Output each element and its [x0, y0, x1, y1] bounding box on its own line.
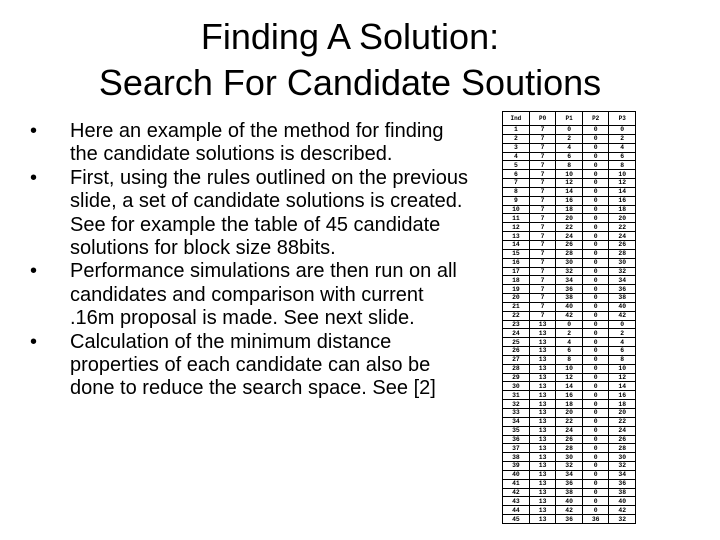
cell-p3: 38 [609, 488, 636, 497]
cell-p1: 32 [556, 462, 583, 471]
title-line-2: Search For Candidate Soutions [98, 62, 602, 103]
cell-p2: 36 [582, 515, 609, 524]
cell-ind: 14 [503, 240, 530, 249]
cell-p0: 7 [529, 267, 556, 276]
cell-ind: 3 [503, 143, 530, 152]
cell-p1: 22 [556, 417, 583, 426]
cell-p1: 42 [556, 311, 583, 320]
cell-p0: 13 [529, 426, 556, 435]
bullet-text: First, using the rules outlined on the previous slide, a set of candidate solutions is created. See for example the table of 45 candidate solutions for block size 88bits. [70, 166, 468, 260]
cell-p3: 36 [609, 285, 636, 294]
cell-ind: 23 [503, 320, 530, 329]
cell-p0: 7 [529, 249, 556, 258]
cell-p2: 0 [582, 285, 609, 294]
cell-ind: 13 [503, 232, 530, 241]
cell-p0: 7 [529, 196, 556, 205]
cell-p0: 13 [529, 453, 556, 462]
cell-p2: 0 [582, 479, 609, 488]
cell-p1: 0 [556, 320, 583, 329]
table-row [503, 258, 636, 267]
table-row [503, 479, 636, 488]
cell-p2: 0 [582, 453, 609, 462]
cell-p3: 2 [609, 329, 636, 338]
cell-p2: 0 [582, 426, 609, 435]
cell-p0: 13 [529, 400, 556, 409]
cell-p0: 7 [529, 152, 556, 161]
cell-ind: 20 [503, 294, 530, 303]
cell-p2: 0 [582, 311, 609, 320]
cell-p0: 7 [529, 134, 556, 143]
cell-p3: 30 [609, 453, 636, 462]
cell-p2: 0 [582, 302, 609, 311]
cell-p0: 13 [529, 515, 556, 524]
cell-ind: 43 [503, 497, 530, 506]
bullet-text: Performance simulations are then run on all candidates and comparison with current .16m proposal is made. See next slide. [70, 260, 457, 330]
cell-p2: 0 [582, 276, 609, 285]
table-row [503, 506, 636, 515]
cell-ind: 38 [503, 453, 530, 462]
table-row [503, 426, 636, 435]
cell-p1: 18 [556, 205, 583, 214]
cell-ind: 8 [503, 187, 530, 196]
cell-p1: 40 [556, 497, 583, 506]
cell-p1: 42 [556, 506, 583, 515]
table-row [503, 205, 636, 214]
cell-p1: 24 [556, 426, 583, 435]
cell-p3: 6 [609, 152, 636, 161]
cell-ind: 34 [503, 417, 530, 426]
cell-ind: 22 [503, 311, 530, 320]
table-row [503, 267, 636, 276]
cell-p1: 30 [556, 453, 583, 462]
cell-p1: 32 [556, 267, 583, 276]
cell-p3: 0 [609, 126, 636, 135]
cell-p0: 13 [529, 470, 556, 479]
table-row [503, 302, 636, 311]
table-row [503, 196, 636, 205]
cell-p3: 26 [609, 240, 636, 249]
cell-p3: 16 [609, 196, 636, 205]
cell-p1: 0 [556, 126, 583, 135]
cell-p0: 7 [529, 161, 556, 170]
cell-p0: 13 [529, 444, 556, 453]
cell-p1: 12 [556, 179, 583, 188]
cell-p2: 0 [582, 196, 609, 205]
table-row [503, 497, 636, 506]
table-body [503, 126, 636, 524]
cell-p3: 32 [609, 267, 636, 276]
cell-p1: 38 [556, 488, 583, 497]
bullet-item [30, 331, 470, 401]
cell-p1: 16 [556, 391, 583, 400]
cell-p2: 0 [582, 391, 609, 400]
table-row [503, 435, 636, 444]
cell-p3: 34 [609, 276, 636, 285]
cell-p3: 30 [609, 258, 636, 267]
cell-p2: 0 [582, 347, 609, 356]
cell-p0: 7 [529, 240, 556, 249]
cell-p0: 13 [529, 373, 556, 382]
cell-p2: 0 [582, 179, 609, 188]
cell-p3: 16 [609, 391, 636, 400]
cell-p0: 7 [529, 302, 556, 311]
cell-ind: 28 [503, 364, 530, 373]
cell-p2: 0 [582, 364, 609, 373]
cell-p2: 0 [582, 214, 609, 223]
cell-ind: 44 [503, 506, 530, 515]
cell-p3: 8 [609, 161, 636, 170]
cell-p2: 0 [582, 488, 609, 497]
cell-p1: 8 [556, 355, 583, 364]
cell-ind: 42 [503, 488, 530, 497]
cell-p3: 0 [609, 320, 636, 329]
cell-p0: 7 [529, 143, 556, 152]
cell-ind: 35 [503, 426, 530, 435]
table-row [503, 187, 636, 196]
cell-p1: 36 [556, 515, 583, 524]
bullet-list [30, 120, 470, 401]
cell-p3: 12 [609, 179, 636, 188]
cell-p1: 12 [556, 373, 583, 382]
cell-p0: 7 [529, 223, 556, 232]
cell-p0: 13 [529, 479, 556, 488]
cell-p3: 24 [609, 232, 636, 241]
cell-p1: 20 [556, 409, 583, 418]
cell-p1: 22 [556, 223, 583, 232]
cell-p2: 0 [582, 506, 609, 515]
cell-p0: 7 [529, 179, 556, 188]
cell-ind: 18 [503, 276, 530, 285]
cell-p2: 0 [582, 409, 609, 418]
cell-p2: 0 [582, 462, 609, 471]
cell-p3: 18 [609, 400, 636, 409]
cell-p3: 34 [609, 470, 636, 479]
header-p3: P3 [609, 112, 636, 126]
cell-p1: 40 [556, 302, 583, 311]
cell-p1: 10 [556, 170, 583, 179]
table-row [503, 382, 636, 391]
cell-p0: 7 [529, 232, 556, 241]
cell-p0: 13 [529, 435, 556, 444]
cell-p1: 26 [556, 435, 583, 444]
table-row [503, 373, 636, 382]
table-row [503, 400, 636, 409]
cell-p1: 2 [556, 134, 583, 143]
table-row [503, 409, 636, 418]
cell-p3: 22 [609, 223, 636, 232]
cell-p2: 0 [582, 373, 609, 382]
table-row [503, 329, 636, 338]
cell-p2: 0 [582, 126, 609, 135]
cell-p0: 13 [529, 364, 556, 373]
cell-p1: 36 [556, 479, 583, 488]
cell-p1: 14 [556, 187, 583, 196]
table-header-row [503, 112, 636, 126]
cell-p2: 0 [582, 355, 609, 364]
cell-p0: 13 [529, 347, 556, 356]
table-row [503, 364, 636, 373]
table-row [503, 214, 636, 223]
cell-p2: 0 [582, 400, 609, 409]
cell-ind: 12 [503, 223, 530, 232]
cell-p1: 28 [556, 444, 583, 453]
cell-ind: 36 [503, 435, 530, 444]
cell-p3: 14 [609, 187, 636, 196]
cell-p1: 26 [556, 240, 583, 249]
cell-p0: 7 [529, 276, 556, 285]
cell-p3: 20 [609, 214, 636, 223]
cell-p3: 40 [609, 497, 636, 506]
cell-p0: 13 [529, 382, 556, 391]
cell-p1: 38 [556, 294, 583, 303]
cell-p0: 7 [529, 187, 556, 196]
cell-p2: 0 [582, 143, 609, 152]
bullet-text: Here an example of the method for finding the candidate solutions is described. [70, 120, 444, 166]
cell-p3: 22 [609, 417, 636, 426]
table-row [503, 462, 636, 471]
cell-p3: 24 [609, 426, 636, 435]
bullet-text: Calculation of the minimum distance properties of each candidate can also be done to reduce the search space. See [2] [70, 330, 436, 400]
cell-p2: 0 [582, 470, 609, 479]
cell-p0: 13 [529, 355, 556, 364]
header-p1: P1 [556, 112, 583, 126]
cell-ind: 21 [503, 302, 530, 311]
cell-p1: 4 [556, 338, 583, 347]
cell-p2: 0 [582, 134, 609, 143]
cell-p1: 36 [556, 285, 583, 294]
bullet-dot: • [30, 260, 38, 283]
cell-ind: 11 [503, 214, 530, 223]
cell-ind: 31 [503, 391, 530, 400]
table-row [503, 453, 636, 462]
cell-ind: 16 [503, 258, 530, 267]
table-row [503, 355, 636, 364]
table-row [503, 294, 636, 303]
cell-ind: 33 [503, 409, 530, 418]
cell-ind: 7 [503, 179, 530, 188]
cell-p0: 7 [529, 311, 556, 320]
table-row [503, 161, 636, 170]
cell-ind: 19 [503, 285, 530, 294]
table-row [503, 338, 636, 347]
cell-p2: 0 [582, 258, 609, 267]
cell-p2: 0 [582, 240, 609, 249]
cell-ind: 26 [503, 347, 530, 356]
table-row [503, 347, 636, 356]
cell-p0: 13 [529, 391, 556, 400]
cell-p1: 18 [556, 400, 583, 409]
cell-p1: 10 [556, 364, 583, 373]
cell-p1: 6 [556, 152, 583, 161]
table-row [503, 320, 636, 329]
cell-p1: 4 [556, 143, 583, 152]
table-row [503, 285, 636, 294]
cell-p3: 28 [609, 444, 636, 453]
cell-ind: 17 [503, 267, 530, 276]
cell-p1: 24 [556, 232, 583, 241]
cell-p2: 0 [582, 444, 609, 453]
cell-p3: 36 [609, 479, 636, 488]
cell-p3: 4 [609, 143, 636, 152]
table-row [503, 232, 636, 241]
cell-ind: 41 [503, 479, 530, 488]
cell-ind: 39 [503, 462, 530, 471]
table-row [503, 240, 636, 249]
cell-p3: 42 [609, 506, 636, 515]
cell-p3: 32 [609, 462, 636, 471]
table-row [503, 126, 636, 135]
cell-ind: 24 [503, 329, 530, 338]
cell-p3: 12 [609, 373, 636, 382]
cell-p1: 34 [556, 470, 583, 479]
table-row [503, 470, 636, 479]
cell-p2: 0 [582, 170, 609, 179]
cell-ind: 25 [503, 338, 530, 347]
cell-p2: 0 [582, 161, 609, 170]
cell-p0: 7 [529, 214, 556, 223]
cell-p3: 38 [609, 294, 636, 303]
cell-p3: 10 [609, 170, 636, 179]
cell-p0: 13 [529, 320, 556, 329]
cell-p3: 28 [609, 249, 636, 258]
cell-p0: 7 [529, 294, 556, 303]
cell-p0: 13 [529, 488, 556, 497]
table-row [503, 444, 636, 453]
cell-p0: 7 [529, 258, 556, 267]
bullet-dot: • [30, 166, 38, 189]
cell-p2: 0 [582, 187, 609, 196]
cell-p2: 0 [582, 249, 609, 258]
candidate-table-container [502, 111, 636, 534]
cell-ind: 37 [503, 444, 530, 453]
cell-ind: 5 [503, 161, 530, 170]
cell-p2: 0 [582, 205, 609, 214]
cell-p1: 20 [556, 214, 583, 223]
bullet-item [30, 260, 470, 330]
cell-p1: 14 [556, 382, 583, 391]
cell-p0: 7 [529, 170, 556, 179]
cell-p2: 0 [582, 294, 609, 303]
table-row [503, 417, 636, 426]
header-p0: P0 [529, 112, 556, 126]
cell-p3: 18 [609, 205, 636, 214]
table-row [503, 311, 636, 320]
table-row [503, 152, 636, 161]
table-row [503, 515, 636, 524]
cell-p2: 0 [582, 497, 609, 506]
bullet-item [30, 167, 470, 261]
candidate-table [502, 111, 636, 524]
cell-p2: 0 [582, 232, 609, 241]
table-row [503, 276, 636, 285]
cell-p0: 7 [529, 205, 556, 214]
cell-p2: 0 [582, 338, 609, 347]
cell-p3: 2 [609, 134, 636, 143]
cell-p3: 4 [609, 338, 636, 347]
cell-p1: 16 [556, 196, 583, 205]
cell-p1: 8 [556, 161, 583, 170]
cell-p0: 13 [529, 462, 556, 471]
cell-p0: 13 [529, 338, 556, 347]
cell-p0: 13 [529, 497, 556, 506]
title-line-1: Finding A Solution: [200, 16, 500, 57]
cell-ind: 4 [503, 152, 530, 161]
table-row [503, 488, 636, 497]
cell-p3: 20 [609, 409, 636, 418]
bullet-dot: • [30, 330, 38, 353]
cell-p1: 28 [556, 249, 583, 258]
header-p2: P2 [582, 112, 609, 126]
cell-p0: 13 [529, 417, 556, 426]
cell-ind: 30 [503, 382, 530, 391]
cell-p0: 13 [529, 329, 556, 338]
cell-p2: 0 [582, 417, 609, 426]
cell-ind: 27 [503, 355, 530, 364]
cell-p3: 8 [609, 355, 636, 364]
header-ind: Ind [503, 112, 530, 126]
cell-ind: 32 [503, 400, 530, 409]
cell-p0: 7 [529, 126, 556, 135]
cell-p2: 0 [582, 267, 609, 276]
cell-p2: 0 [582, 223, 609, 232]
cell-p1: 30 [556, 258, 583, 267]
cell-p0: 7 [529, 285, 556, 294]
cell-ind: 1 [503, 126, 530, 135]
table-row [503, 249, 636, 258]
cell-ind: 2 [503, 134, 530, 143]
cell-p3: 6 [609, 347, 636, 356]
table-row [503, 170, 636, 179]
cell-p2: 0 [582, 435, 609, 444]
cell-p3: 26 [609, 435, 636, 444]
cell-p1: 6 [556, 347, 583, 356]
table-row [503, 223, 636, 232]
bullet-dot: • [30, 120, 38, 142]
cell-p3: 40 [609, 302, 636, 311]
cell-ind: 29 [503, 373, 530, 382]
cell-p3: 42 [609, 311, 636, 320]
cell-p0: 13 [529, 506, 556, 515]
cell-p3: 10 [609, 364, 636, 373]
cell-p2: 0 [582, 152, 609, 161]
cell-p0: 13 [529, 409, 556, 418]
cell-ind: 45 [503, 515, 530, 524]
cell-ind: 6 [503, 170, 530, 179]
cell-p1: 34 [556, 276, 583, 285]
table-row [503, 179, 636, 188]
cell-p3: 14 [609, 382, 636, 391]
cell-p2: 0 [582, 382, 609, 391]
table-row [503, 134, 636, 143]
cell-p1: 2 [556, 329, 583, 338]
cell-ind: 10 [503, 205, 530, 214]
cell-p3: 32 [609, 515, 636, 524]
cell-p2: 0 [582, 320, 609, 329]
table-row [503, 143, 636, 152]
slide-title [40, 14, 660, 106]
cell-ind: 9 [503, 196, 530, 205]
cell-ind: 40 [503, 470, 530, 479]
table-row [503, 391, 636, 400]
cell-ind: 15 [503, 249, 530, 258]
cell-p2: 0 [582, 329, 609, 338]
bullet-item [30, 120, 470, 167]
